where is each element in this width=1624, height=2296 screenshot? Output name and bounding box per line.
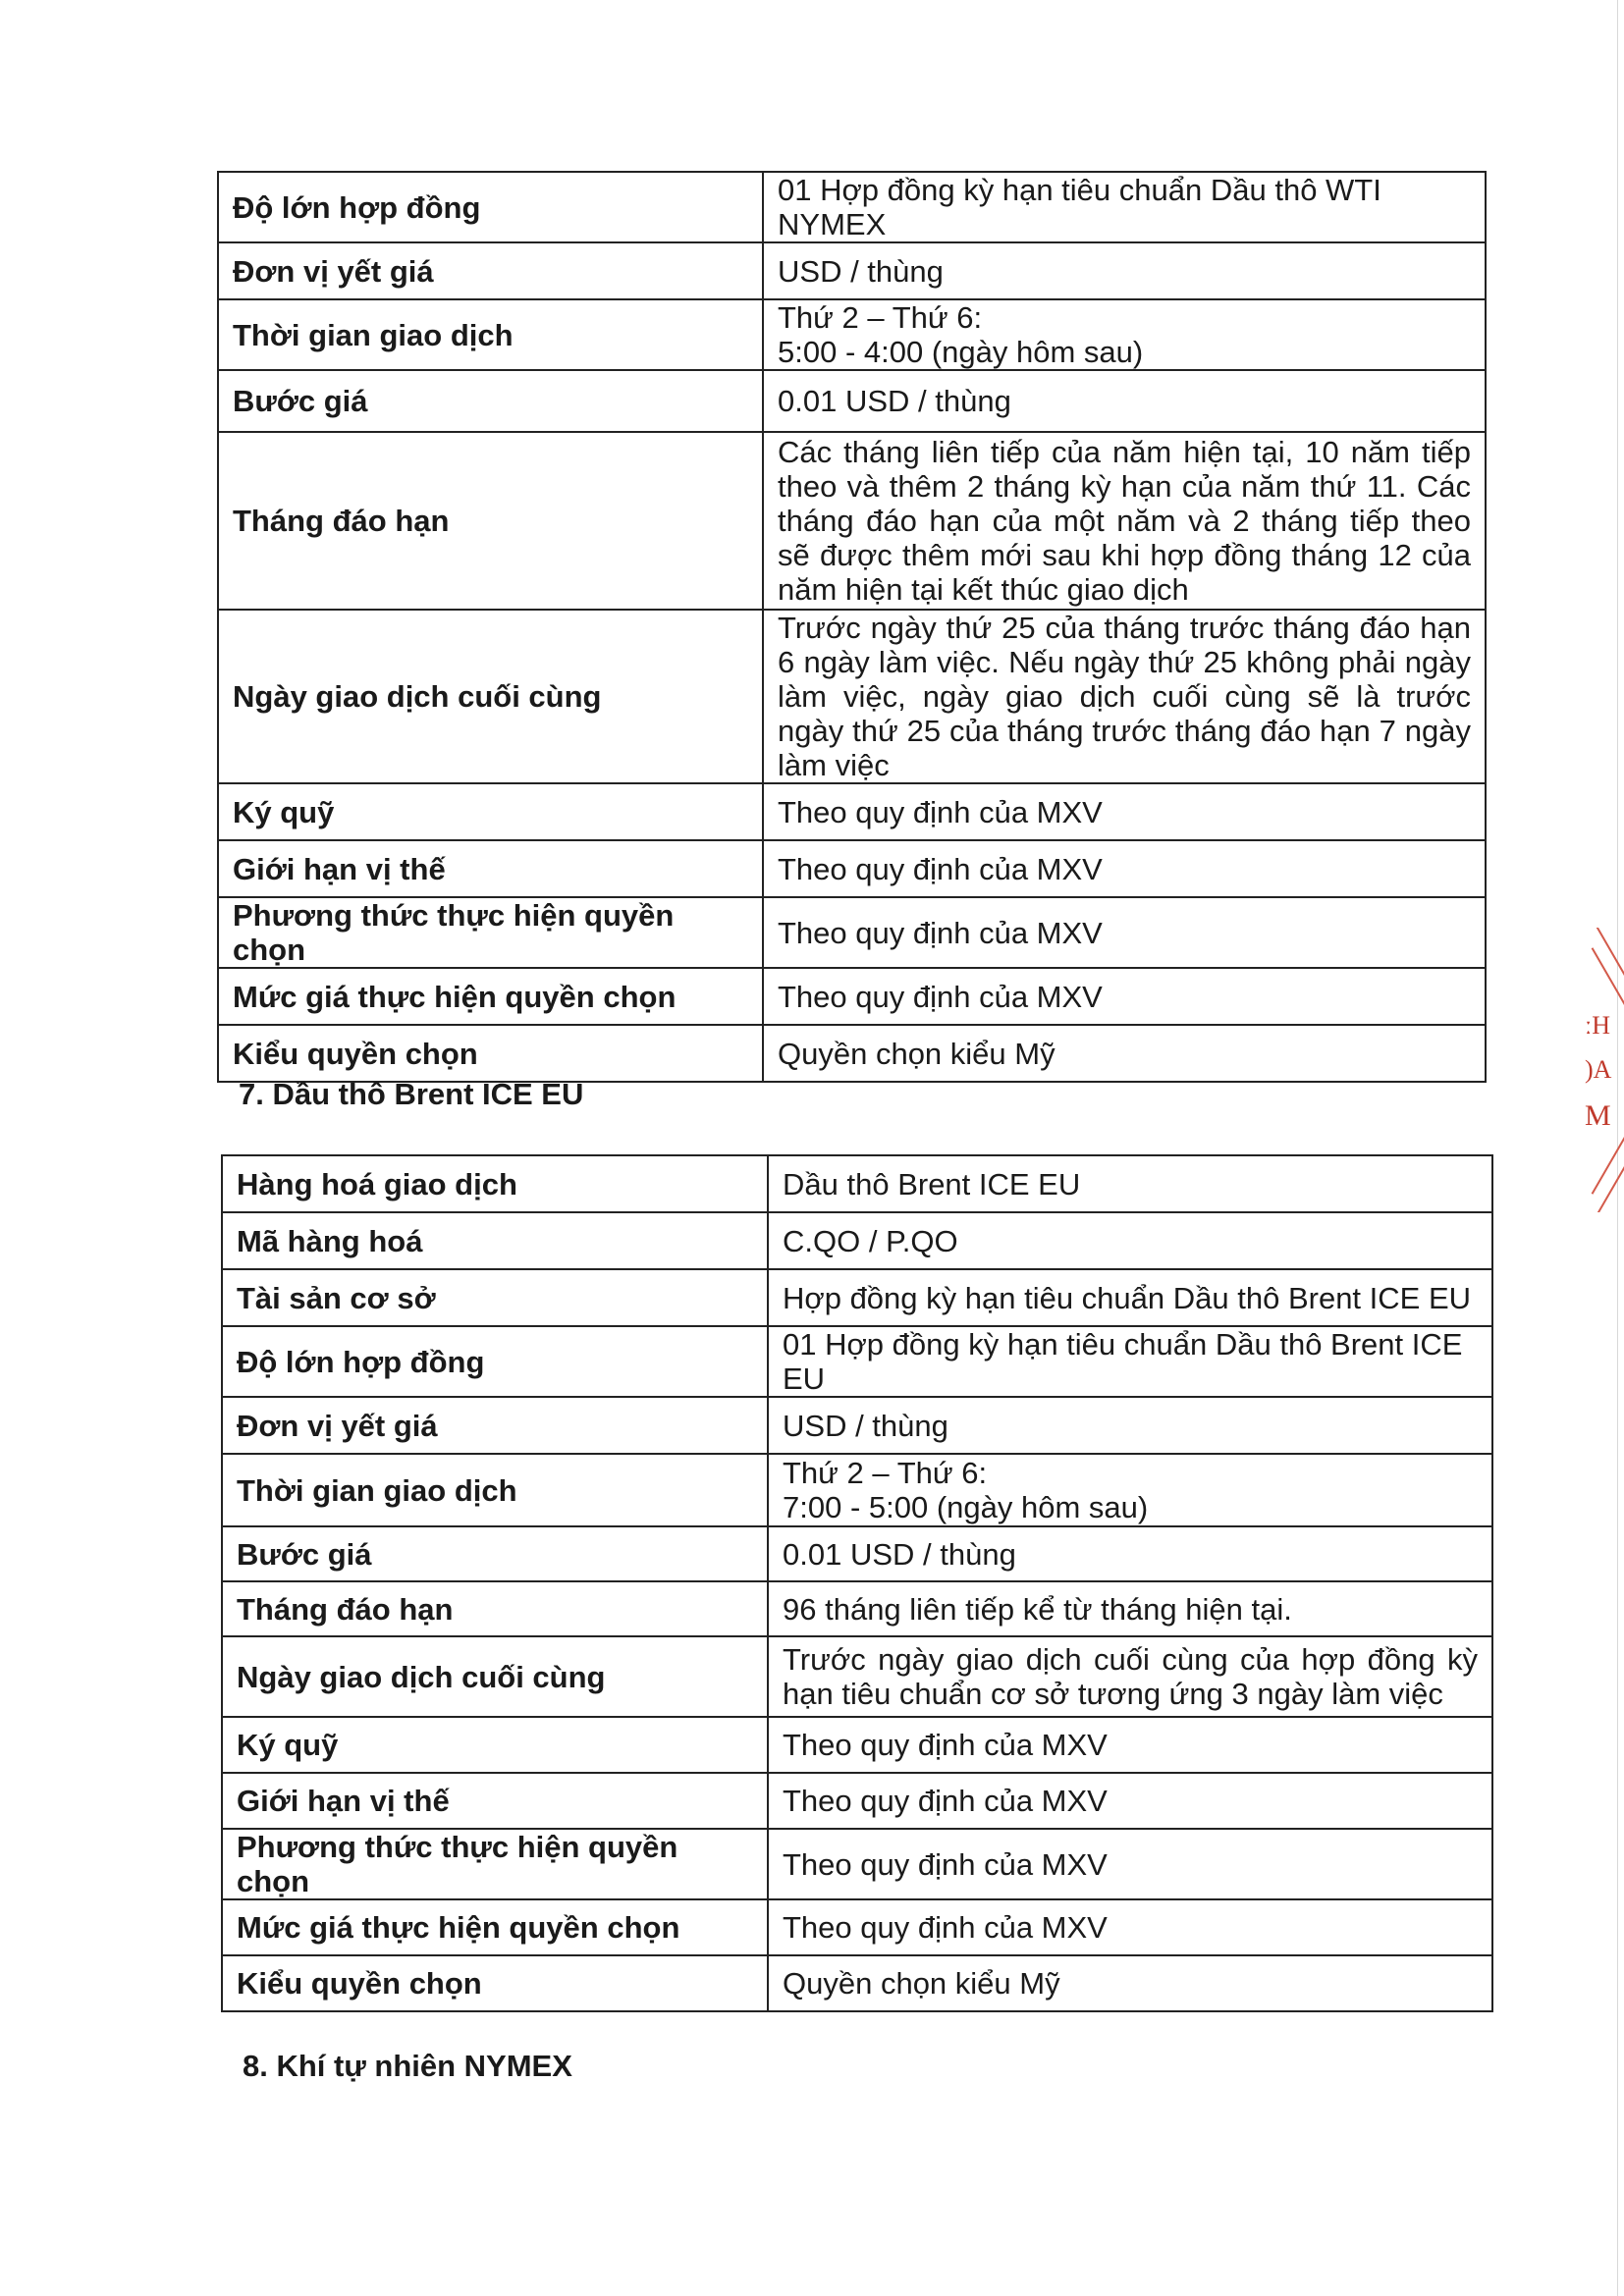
table-row: [222, 1773, 1492, 1829]
row-label: Ngày giao dịch cuối cùng: [222, 1636, 768, 1717]
row-value: Theo quy định của MXV: [768, 1899, 1492, 1955]
row-label: Kiểu quyền chọn: [218, 1025, 763, 1082]
section-heading: 7. Dầu thô Brent ICE EU: [239, 1077, 584, 1111]
brent-options-spec-table: [221, 1154, 1493, 2012]
row-value: 0.01 USD / thùng: [763, 370, 1486, 432]
table-row: [222, 1829, 1492, 1899]
row-label: Đơn vị yết giá: [218, 242, 763, 299]
row-label: Tài sản cơ sở: [222, 1269, 768, 1326]
row-value: Theo quy định của MXV: [763, 783, 1486, 840]
row-label: Giới hạn vị thế: [218, 840, 763, 897]
value-line: 5:00 - 4:00 (ngày hôm sau): [778, 335, 1144, 369]
row-label: Phương thức thực hiện quyền chọn: [218, 897, 763, 968]
row-label: Ký quỹ: [218, 783, 763, 840]
row-value: [768, 1454, 1492, 1526]
row-value: Quyền chọn kiểu Mỹ: [768, 1955, 1492, 2011]
table-row: [222, 1454, 1492, 1526]
table-row: [222, 1212, 1492, 1269]
row-value: Quyền chọn kiểu Mỹ: [763, 1025, 1486, 1082]
table-row: [222, 1155, 1492, 1212]
row-value: Hợp đồng kỳ hạn tiêu chuẩn Dầu thô Brent ICE EU: [768, 1269, 1492, 1326]
row-label: Mức giá thực hiện quyền chọn: [218, 968, 763, 1025]
table-row: [218, 1025, 1486, 1082]
table-row: [218, 242, 1486, 299]
row-label: Kiểu quyền chọn: [222, 1955, 768, 2011]
stamp-line: [1592, 947, 1624, 1008]
stamp-line: [1592, 1134, 1624, 1195]
table-row: [218, 172, 1486, 242]
row-label: Bước giá: [222, 1526, 768, 1581]
row-value: 0.01 USD / thùng: [768, 1526, 1492, 1581]
row-value: 01 Hợp đồng kỳ hạn tiêu chuẩn Dầu thô WTI NYMEX: [763, 172, 1486, 242]
row-label: Độ lớn hợp đồng: [218, 172, 763, 242]
value-line: Thứ 2 – Thứ 6:: [783, 1456, 988, 1490]
row-label: Thời gian giao dịch: [222, 1454, 768, 1526]
red-seal-stamp-fragment: [1575, 928, 1624, 1212]
row-value: Theo quy định của MXV: [768, 1829, 1492, 1899]
row-label: Hàng hoá giao dịch: [222, 1155, 768, 1212]
stamp-text: ːH: [1585, 1011, 1610, 1040]
table-row: [222, 1526, 1492, 1581]
row-value: 96 tháng liên tiếp kể từ tháng hiện tại.: [768, 1581, 1492, 1636]
table-row: [222, 1326, 1492, 1397]
row-value: C.QO / P.QO: [768, 1212, 1492, 1269]
table-row: [222, 1717, 1492, 1773]
table-row: [218, 370, 1486, 432]
table-row: [218, 897, 1486, 968]
table-row: [222, 1899, 1492, 1955]
row-value: Trước ngày thứ 25 của tháng trước tháng đáo hạn 6 ngày làm việc. Nếu ngày thứ 25 không phải ngày làm việc, ngày giao dịch cuối cùng sẽ là trước ngày thứ 25 của tháng trước tháng đáo hạn 7 ngày làm việc: [763, 610, 1486, 783]
table-row: [222, 1397, 1492, 1454]
row-value: Theo quy định của MXV: [763, 840, 1486, 897]
table-row: [222, 1581, 1492, 1636]
stamp-text: )A: [1585, 1055, 1612, 1084]
row-value: [763, 299, 1486, 370]
table-row: [218, 783, 1486, 840]
row-value: Theo quy định của MXV: [768, 1717, 1492, 1773]
row-label: Phương thức thực hiện quyền chọn: [222, 1829, 768, 1899]
value-line: 7:00 - 5:00 (ngày hôm sau): [783, 1490, 1149, 1524]
row-value: USD / thùng: [763, 242, 1486, 299]
row-label: Tháng đáo hạn: [218, 432, 763, 610]
row-value: 01 Hợp đồng kỳ hạn tiêu chuẩn Dầu thô Brent ICE EU: [768, 1326, 1492, 1397]
row-value: Dầu thô Brent ICE EU: [768, 1155, 1492, 1212]
row-value: Theo quy định của MXV: [763, 897, 1486, 968]
row-label: Mức giá thực hiện quyền chọn: [222, 1899, 768, 1955]
section-heading: 8. Khí tự nhiên NYMEX: [243, 2049, 572, 2083]
row-label: Mã hàng hoá: [222, 1212, 768, 1269]
table-row: [222, 1636, 1492, 1717]
table-row: [222, 1269, 1492, 1326]
row-label: Đơn vị yết giá: [222, 1397, 768, 1454]
row-label: Tháng đáo hạn: [222, 1581, 768, 1636]
row-value: Các tháng liên tiếp của năm hiện tại, 10 năm tiếp theo và thêm 2 tháng kỳ hạn của năm thứ 11. Các tháng đáo hạn của một năm và 2 tháng tiếp theo sẽ được thêm mới sau khi hợp đồng tháng 12 của năm hiện tại kết thúc giao dịch: [763, 432, 1486, 610]
row-label: Ký quỹ: [222, 1717, 768, 1773]
table-row: [218, 610, 1486, 783]
value-line: Thứ 2 – Thứ 6:: [778, 300, 983, 335]
table-row: [222, 1955, 1492, 2011]
table-row: [218, 299, 1486, 370]
row-value: Theo quy định của MXV: [768, 1773, 1492, 1829]
row-label: Thời gian giao dịch: [218, 299, 763, 370]
row-label: Giới hạn vị thế: [222, 1773, 768, 1829]
row-value: USD / thùng: [768, 1397, 1492, 1454]
table-row: [218, 968, 1486, 1025]
wti-options-spec-table: [217, 171, 1487, 1083]
row-label: Bước giá: [218, 370, 763, 432]
stamp-text: M: [1585, 1099, 1611, 1132]
row-label: Độ lớn hợp đồng: [222, 1326, 768, 1397]
row-label: Ngày giao dịch cuối cùng: [218, 610, 763, 783]
row-value: Theo quy định của MXV: [763, 968, 1486, 1025]
table-row: [218, 432, 1486, 610]
row-value: Trước ngày giao dịch cuối cùng của hợp đồng kỳ hạn tiêu chuẩn cơ sở tương ứng 3 ngày làm việc: [768, 1636, 1492, 1717]
table-row: [218, 840, 1486, 897]
